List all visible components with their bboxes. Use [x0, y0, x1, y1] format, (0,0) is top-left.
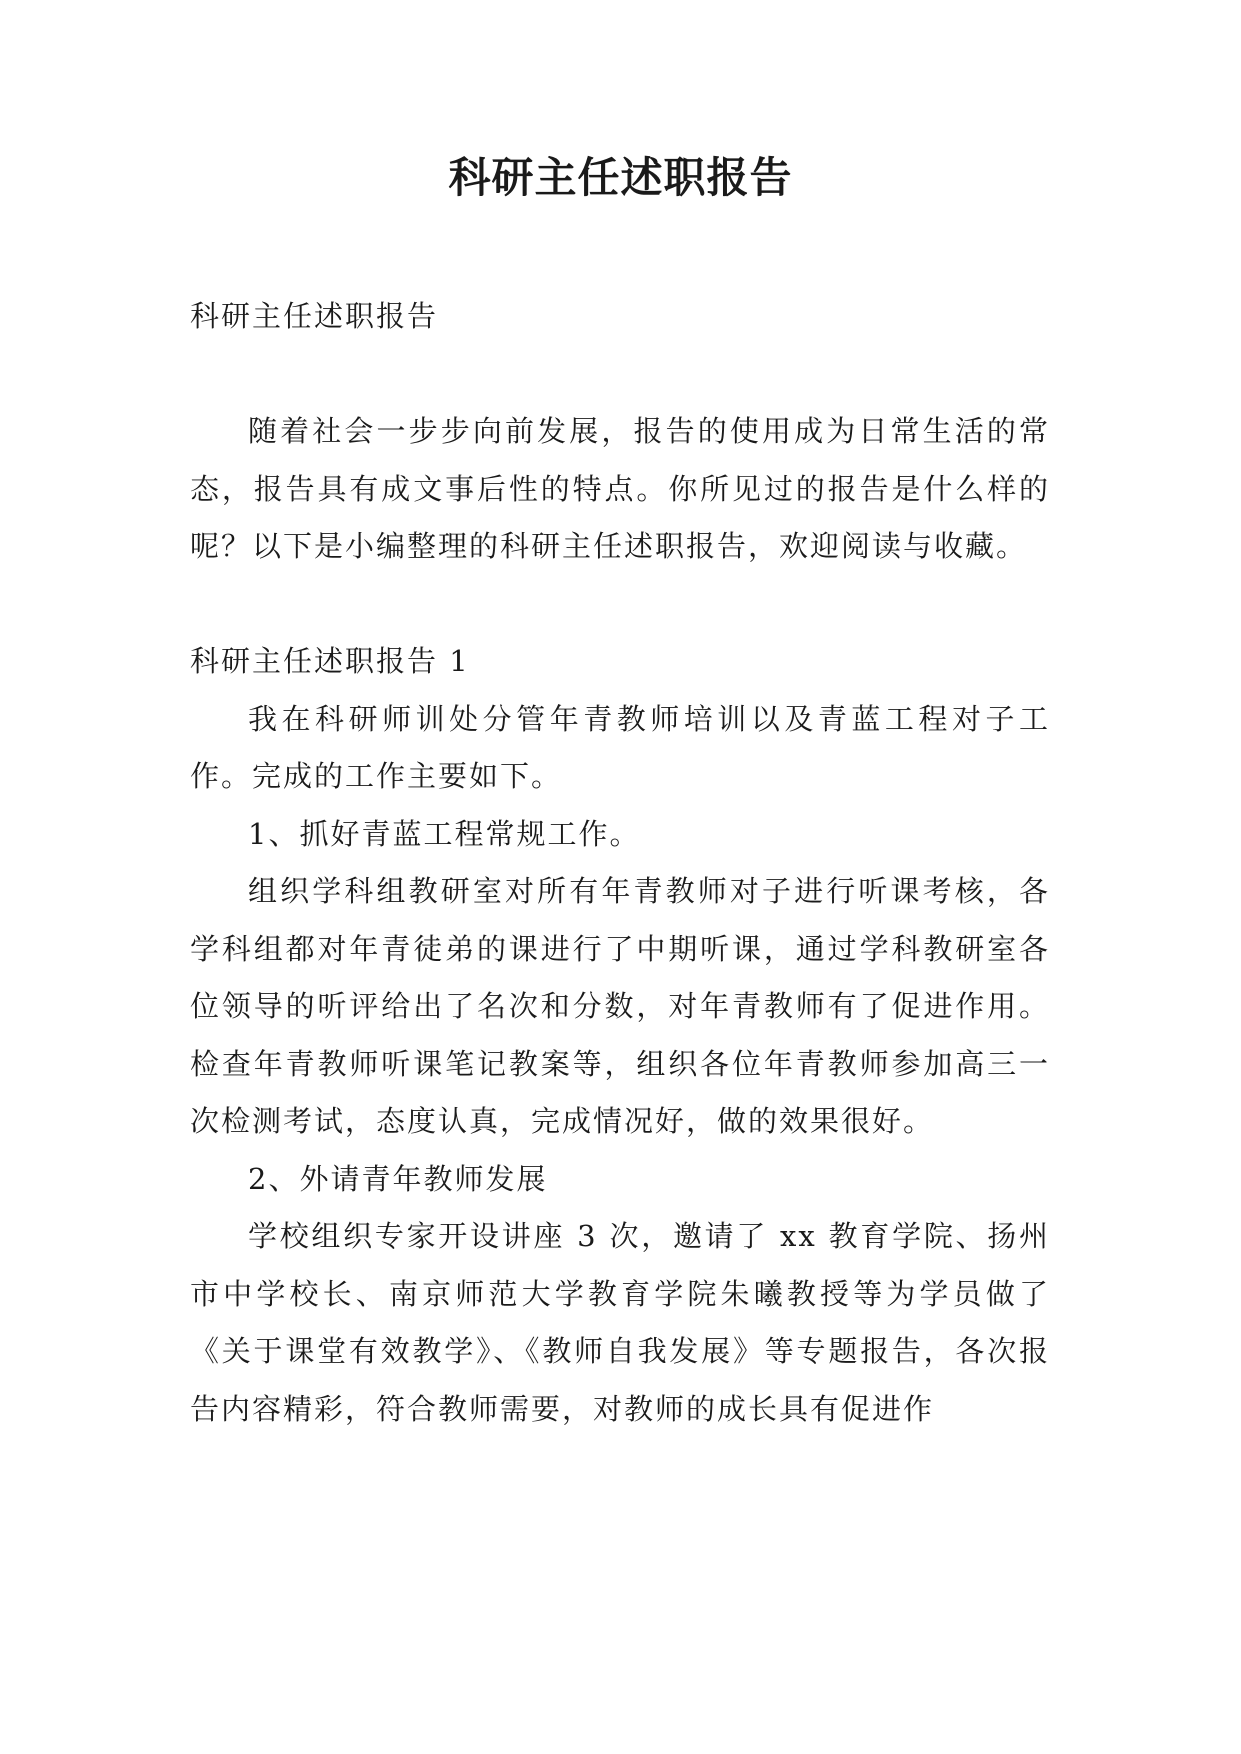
section-paragraph: 我在科研师训处分管年青教师培训以及青蓝工程对子工作。完成的工作主要如下。	[190, 701, 1050, 793]
document-subtitle: 科研主任述职报告	[190, 299, 439, 333]
item-paragraph: 学校组织专家开设讲座 3 次，邀请了 xx 教育学院、扬州市中学校长、南京师范大学教育学院朱曦教授等为学员做了《关于课堂有效教学》、《教师自我发展》等专题报告，各次报告内容精彩，符合教师需要，对教师的成长具有促进作	[190, 1219, 1050, 1426]
intro-paragraph: 随着社会一步步向前发展，报告的使用成为日常生活的常态，报告具有成文事后性的特点。你所见过的报告是什么样的呢？以下是小编整理的科研主任述职报告，欢迎阅读与收藏。	[190, 414, 1050, 563]
document-body	[190, 288, 1050, 1438]
section-heading: 科研主任述职报告 1	[190, 644, 470, 678]
item-heading: 1、抓好青蓝工程常规工作。	[248, 816, 641, 851]
document-title: 科研主任述职报告	[448, 153, 793, 202]
item-paragraph: 组织学科组教研室对所有年青教师对子进行听课考核，各学科组都对年青徒弟的课进行了中期听课，通过学科教研室各位领导的听评给出了名次和分数，对年青教师有了促进作用。检查年青教师听课笔记教案等，组织各位年青教师参加高三一次检测考试，态度认真，完成情况好，做的效果很好。	[190, 874, 1050, 1138]
item-heading: 2、外请青年教师发展	[248, 1161, 548, 1196]
